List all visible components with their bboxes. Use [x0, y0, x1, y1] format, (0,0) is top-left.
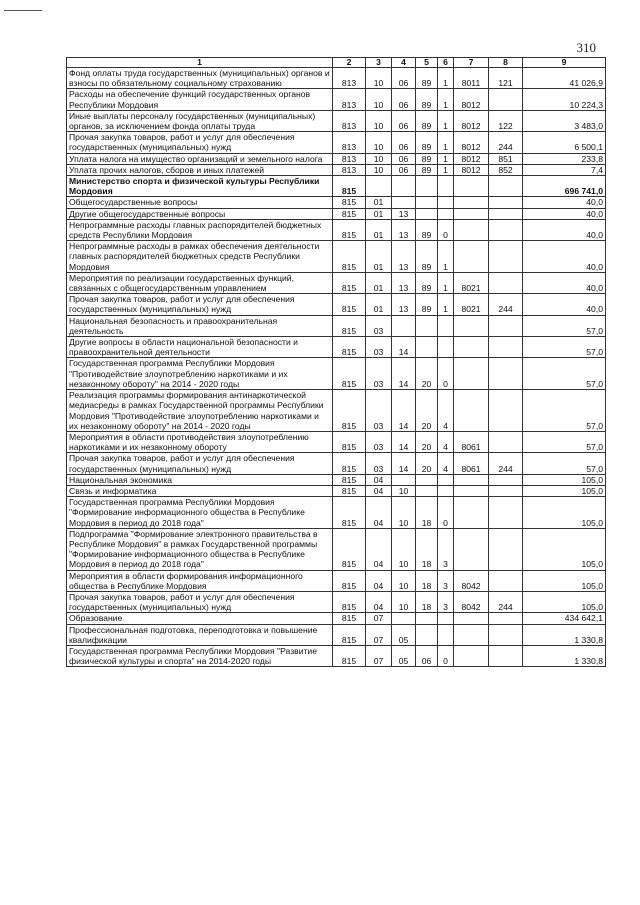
subsection-code: 13 — [392, 294, 416, 315]
table-row — [67, 591, 606, 612]
table-row — [67, 431, 606, 452]
subsection-code: 14 — [392, 358, 416, 390]
table-row — [67, 68, 606, 89]
table-row — [67, 208, 606, 219]
subsection-code: 13 — [392, 272, 416, 293]
item-code — [454, 474, 489, 485]
program-code: 18 — [416, 528, 438, 570]
item-code — [454, 485, 489, 496]
section-code: 04 — [366, 497, 392, 529]
expense-type-code: 122 — [489, 110, 523, 131]
item-code: 8061 — [454, 453, 489, 474]
table-row — [67, 337, 606, 358]
table-row — [67, 153, 606, 164]
subsection-code: 13 — [392, 219, 416, 240]
amount: 105,0 — [523, 485, 606, 496]
subsection-code — [392, 474, 416, 485]
section-code: 07 — [366, 624, 392, 645]
amount: 1 330,8 — [523, 624, 606, 645]
program-code — [416, 197, 438, 208]
section-code: 01 — [366, 272, 392, 293]
section-code: 03 — [366, 337, 392, 358]
subprogram-code: 1 — [438, 132, 454, 153]
column-header-4: 4 — [392, 58, 416, 68]
chapter-code: 815 — [333, 528, 366, 570]
section-code: 10 — [366, 153, 392, 164]
subsection-code: 10 — [392, 591, 416, 612]
subprogram-code: 3 — [438, 570, 454, 591]
subprogram-code: 4 — [438, 390, 454, 432]
chapter-code: 815 — [333, 176, 366, 197]
table-row — [67, 613, 606, 624]
row-description: Прочая закупка товаров, работ и услуг для обеспечения государственных (муниципальных) нужд — [67, 294, 333, 315]
expense-type-code — [489, 645, 523, 666]
table-row — [67, 89, 606, 110]
row-description: Национальная безопасность и правоохранительная деятельность — [67, 315, 333, 336]
section-code: 04 — [366, 591, 392, 612]
section-code: 10 — [366, 132, 392, 153]
chapter-code: 815 — [333, 294, 366, 315]
expense-type-code: 244 — [489, 294, 523, 315]
row-description: Непрограммные расходы в рамках обеспечения деятельности главных распорядителей бюджетных средств Республики Мордовия — [67, 241, 333, 273]
section-code: 10 — [366, 164, 392, 175]
amount: 40,0 — [523, 197, 606, 208]
item-code — [454, 358, 489, 390]
item-code — [454, 219, 489, 240]
row-description: Государственная программа Республики Мордовия "Развитие физической культуры и спорта" на 2014-2020 годы — [67, 645, 333, 666]
chapter-code: 813 — [333, 153, 366, 164]
chapter-code: 815 — [333, 570, 366, 591]
item-code — [454, 645, 489, 666]
column-header-2: 2 — [333, 58, 366, 68]
column-header-6: 6 — [438, 58, 454, 68]
chapter-code: 813 — [333, 132, 366, 153]
item-code — [454, 613, 489, 624]
chapter-code: 815 — [333, 645, 366, 666]
program-code — [416, 613, 438, 624]
program-code: 20 — [416, 390, 438, 432]
expense-type-code — [489, 613, 523, 624]
expense-type-code: 852 — [489, 164, 523, 175]
program-code: 89 — [416, 89, 438, 110]
subprogram-code: 0 — [438, 219, 454, 240]
scan-edge-mark — [4, 10, 42, 11]
item-code — [454, 528, 489, 570]
subprogram-code: 1 — [438, 89, 454, 110]
subprogram-code: 1 — [438, 164, 454, 175]
chapter-code: 815 — [333, 431, 366, 452]
subprogram-code — [438, 208, 454, 219]
row-description: Прочая закупка товаров, работ и услуг для обеспечения государственных (муниципальных) нужд — [67, 591, 333, 612]
program-code: 18 — [416, 497, 438, 529]
chapter-code: 815 — [333, 241, 366, 273]
row-description: Государственная программа Республики Мордовия "Противодействие злоупотреблению наркотиками и их незаконному обороту" на 2014 - 2020 годы — [67, 358, 333, 390]
section-code: 10 — [366, 89, 392, 110]
table-row — [67, 358, 606, 390]
subsection-code: 05 — [392, 624, 416, 645]
subprogram-code: 1 — [438, 110, 454, 131]
row-description: Мероприятия в области формирования информационного общества в Республике Мордовия — [67, 570, 333, 591]
subprogram-code: 1 — [438, 241, 454, 273]
table-row — [67, 132, 606, 153]
row-description: Министерство спорта и физической культуры Республики Мордовия — [67, 176, 333, 197]
amount: 434 642,1 — [523, 613, 606, 624]
subsection-code: 14 — [392, 453, 416, 474]
subprogram-code — [438, 485, 454, 496]
program-code: 89 — [416, 294, 438, 315]
subsection-code: 14 — [392, 390, 416, 432]
row-description: Подпрограмма "Формирование электронного правительства в Республике Мордовия" в рамках Государственной программы "Формирование информационного общества в Республике Мордовия в период до 2018 года" — [67, 528, 333, 570]
chapter-code: 815 — [333, 315, 366, 336]
item-code: 8012 — [454, 153, 489, 164]
amount: 105,0 — [523, 528, 606, 570]
chapter-code: 815 — [333, 337, 366, 358]
expense-type-code — [489, 272, 523, 293]
subsection-code: 10 — [392, 570, 416, 591]
subprogram-code — [438, 197, 454, 208]
subsection-code — [392, 613, 416, 624]
subprogram-code: 0 — [438, 645, 454, 666]
chapter-code: 815 — [333, 474, 366, 485]
chapter-code: 815 — [333, 591, 366, 612]
chapter-code: 815 — [333, 272, 366, 293]
row-description: Прочая закупка товаров, работ и услуг для обеспечения государственных (муниципальных) нужд — [67, 132, 333, 153]
amount: 40,0 — [523, 219, 606, 240]
row-description: Уплата прочих налогов, сборов и иных платежей — [67, 164, 333, 175]
amount: 40,0 — [523, 208, 606, 219]
table-row — [67, 485, 606, 496]
subprogram-code: 3 — [438, 591, 454, 612]
program-code: 89 — [416, 164, 438, 175]
item-code: 8042 — [454, 591, 489, 612]
subprogram-code — [438, 176, 454, 197]
item-code — [454, 624, 489, 645]
table-row — [67, 528, 606, 570]
table-row — [67, 164, 606, 175]
row-description: Образование — [67, 613, 333, 624]
subprogram-code: 4 — [438, 431, 454, 452]
subprogram-code — [438, 624, 454, 645]
section-code: 04 — [366, 474, 392, 485]
subprogram-code: 1 — [438, 153, 454, 164]
section-code: 01 — [366, 197, 392, 208]
program-code — [416, 474, 438, 485]
table-row — [67, 294, 606, 315]
row-description: Мероприятия в области противодействия злоупотреблению наркотиками и их незаконному обороту — [67, 431, 333, 452]
subsection-code: 10 — [392, 485, 416, 496]
program-code — [416, 208, 438, 219]
subsection-code: 14 — [392, 337, 416, 358]
subsection-code: 14 — [392, 431, 416, 452]
row-description: Национальная экономика — [67, 474, 333, 485]
program-code: 20 — [416, 431, 438, 452]
program-code: 89 — [416, 132, 438, 153]
amount: 40,0 — [523, 241, 606, 273]
amount: 1 330,8 — [523, 645, 606, 666]
expense-type-code — [489, 89, 523, 110]
expense-type-code — [489, 219, 523, 240]
section-code: 07 — [366, 613, 392, 624]
table-row — [67, 315, 606, 336]
expense-type-code — [489, 474, 523, 485]
section-code: 03 — [366, 453, 392, 474]
item-code — [454, 497, 489, 529]
chapter-code: 815 — [333, 613, 366, 624]
section-code: 07 — [366, 645, 392, 666]
row-description: Профессиональная подготовка, переподготовка и повышение квалификации — [67, 624, 333, 645]
chapter-code: 815 — [333, 624, 366, 645]
chapter-code: 815 — [333, 497, 366, 529]
expense-type-code — [489, 358, 523, 390]
amount: 41 026,9 — [523, 68, 606, 89]
section-code: 01 — [366, 208, 392, 219]
column-header-1: 1 — [67, 58, 333, 68]
item-code: 8021 — [454, 272, 489, 293]
amount: 105,0 — [523, 497, 606, 529]
row-description: Общегосударственные вопросы — [67, 197, 333, 208]
table-row — [67, 645, 606, 666]
subsection-code: 05 — [392, 645, 416, 666]
row-description: Другие вопросы в области национальной безопасности и правоохранительной деятельности — [67, 337, 333, 358]
item-code — [454, 337, 489, 358]
subsection-code: 06 — [392, 89, 416, 110]
column-header-8: 8 — [489, 58, 523, 68]
expense-type-code — [489, 485, 523, 496]
section-code: 01 — [366, 294, 392, 315]
program-code: 06 — [416, 645, 438, 666]
amount: 105,0 — [523, 591, 606, 612]
program-code — [416, 337, 438, 358]
subprogram-code: 4 — [438, 453, 454, 474]
subprogram-code — [438, 337, 454, 358]
program-code: 18 — [416, 591, 438, 612]
program-code: 89 — [416, 68, 438, 89]
amount: 57,0 — [523, 337, 606, 358]
subprogram-code — [438, 474, 454, 485]
amount: 57,0 — [523, 431, 606, 452]
amount: 57,0 — [523, 358, 606, 390]
table-row — [67, 241, 606, 273]
program-code: 89 — [416, 153, 438, 164]
table-row — [67, 497, 606, 529]
program-code: 89 — [416, 219, 438, 240]
section-code: 10 — [366, 68, 392, 89]
expense-type-code — [489, 624, 523, 645]
expense-type-code — [489, 315, 523, 336]
table-row — [67, 110, 606, 131]
subsection-code — [392, 197, 416, 208]
item-code: 8012 — [454, 132, 489, 153]
expense-type-code: 244 — [489, 132, 523, 153]
subprogram-code: 0 — [438, 358, 454, 390]
program-code: 18 — [416, 570, 438, 591]
item-code — [454, 390, 489, 432]
amount: 40,0 — [523, 294, 606, 315]
chapter-code: 815 — [333, 390, 366, 432]
program-code: 89 — [416, 110, 438, 131]
program-code: 20 — [416, 453, 438, 474]
section-code: 01 — [366, 241, 392, 273]
amount: 105,0 — [523, 474, 606, 485]
table-row — [67, 197, 606, 208]
table-row — [67, 219, 606, 240]
amount: 40,0 — [523, 272, 606, 293]
item-code: 8012 — [454, 89, 489, 110]
row-description: Уплата налога на имущество организаций и земельного налога — [67, 153, 333, 164]
page-number: 310 — [576, 40, 596, 55]
expense-type-code — [489, 497, 523, 529]
subprogram-code — [438, 315, 454, 336]
section-code: 10 — [366, 110, 392, 131]
program-code: 89 — [416, 241, 438, 273]
expense-type-code: 121 — [489, 68, 523, 89]
row-description: Другие общегосударственные вопросы — [67, 208, 333, 219]
chapter-code: 813 — [333, 164, 366, 175]
subprogram-code: 3 — [438, 528, 454, 570]
subprogram-code: 0 — [438, 497, 454, 529]
section-code: 03 — [366, 390, 392, 432]
item-code — [454, 176, 489, 197]
chapter-code: 813 — [333, 68, 366, 89]
expense-type-code — [489, 390, 523, 432]
table-row — [67, 390, 606, 432]
expense-type-code — [489, 528, 523, 570]
amount: 57,0 — [523, 390, 606, 432]
section-code: 04 — [366, 570, 392, 591]
table-row — [67, 474, 606, 485]
section-code: 04 — [366, 485, 392, 496]
item-code: 8061 — [454, 431, 489, 452]
program-code — [416, 176, 438, 197]
column-header-3: 3 — [366, 58, 392, 68]
amount: 7,4 — [523, 164, 606, 175]
expense-type-code — [489, 570, 523, 591]
section-code: 03 — [366, 315, 392, 336]
subsection-code: 06 — [392, 110, 416, 131]
item-code — [454, 208, 489, 219]
subsection-code: 10 — [392, 528, 416, 570]
item-code — [454, 241, 489, 273]
amount: 696 741,0 — [523, 176, 606, 197]
budget-table — [66, 57, 606, 667]
chapter-code: 815 — [333, 453, 366, 474]
subsection-code: 13 — [392, 241, 416, 273]
expense-type-code — [489, 431, 523, 452]
item-code: 8012 — [454, 164, 489, 175]
amount: 3 483,0 — [523, 110, 606, 131]
expense-type-code: 244 — [489, 453, 523, 474]
chapter-code: 815 — [333, 219, 366, 240]
row-description: Расходы на обеспечение функций государственных органов Республики Мордовия — [67, 89, 333, 110]
program-code: 89 — [416, 272, 438, 293]
subprogram-code — [438, 613, 454, 624]
row-description: Государственная программа Республики Мордовия "Формирование информационного общества в Республике Мордовия в период до 2018 года" — [67, 497, 333, 529]
chapter-code: 815 — [333, 358, 366, 390]
item-code — [454, 315, 489, 336]
item-code: 8012 — [454, 110, 489, 131]
column-header-9: 9 — [523, 58, 606, 68]
table-row — [67, 453, 606, 474]
subsection-code: 06 — [392, 132, 416, 153]
section-code: 03 — [366, 358, 392, 390]
section-code: 03 — [366, 431, 392, 452]
table-row — [67, 272, 606, 293]
chapter-code: 815 — [333, 485, 366, 496]
table-row — [67, 176, 606, 197]
item-code: 8011 — [454, 68, 489, 89]
row-description: Реализация программы формирования антинаркотической медиасреды в рамках Государственной программы Республики Мордовия "Противодействие злоупотреблению наркотиками и их незаконному обороту" на 2014 - 2020 годы — [67, 390, 333, 432]
subprogram-code: 1 — [438, 68, 454, 89]
amount: 57,0 — [523, 453, 606, 474]
amount: 10 224,3 — [523, 89, 606, 110]
chapter-code: 815 — [333, 208, 366, 219]
section-code: 04 — [366, 528, 392, 570]
amount: 105,0 — [523, 570, 606, 591]
subsection-code: 10 — [392, 497, 416, 529]
amount: 233,8 — [523, 153, 606, 164]
expense-type-code — [489, 337, 523, 358]
subsection-code: 06 — [392, 164, 416, 175]
section-code: 01 — [366, 219, 392, 240]
row-description: Мероприятия по реализации государственных функций, связанных с общегосударственным управлением — [67, 272, 333, 293]
program-code — [416, 485, 438, 496]
amount: 6 500,1 — [523, 132, 606, 153]
subprogram-code: 1 — [438, 272, 454, 293]
subsection-code: 06 — [392, 153, 416, 164]
row-description: Непрограммные расходы главных распорядителей бюджетных средств Республики Мордовия — [67, 219, 333, 240]
column-header-5: 5 — [416, 58, 438, 68]
subprogram-code: 1 — [438, 294, 454, 315]
program-code: 20 — [416, 358, 438, 390]
subsection-code — [392, 176, 416, 197]
row-description: Иные выплаты персоналу государственных (муниципальных) органов, за исключением фонда оплаты труда — [67, 110, 333, 131]
chapter-code: 813 — [333, 89, 366, 110]
expense-type-code: 244 — [489, 591, 523, 612]
item-code: 8021 — [454, 294, 489, 315]
program-code — [416, 624, 438, 645]
table-body — [67, 68, 606, 667]
item-code: 8042 — [454, 570, 489, 591]
item-code — [454, 197, 489, 208]
table-header-row — [67, 58, 606, 68]
expense-type-code — [489, 241, 523, 273]
subsection-code: 06 — [392, 68, 416, 89]
row-description: Прочая закупка товаров, работ и услуг для обеспечения государственных (муниципальных) нужд — [67, 453, 333, 474]
column-header-7: 7 — [454, 58, 489, 68]
expense-type-code — [489, 208, 523, 219]
table-row — [67, 624, 606, 645]
section-code — [366, 176, 392, 197]
row-description: Фонд оплаты труда государственных (муниципальных) органов и взносы по обязательному социальному страхованию — [67, 68, 333, 89]
chapter-code: 815 — [333, 197, 366, 208]
expense-type-code: 851 — [489, 153, 523, 164]
program-code — [416, 315, 438, 336]
subsection-code — [392, 315, 416, 336]
table-row — [67, 570, 606, 591]
expense-type-code — [489, 197, 523, 208]
expense-type-code — [489, 176, 523, 197]
subsection-code: 13 — [392, 208, 416, 219]
row-description: Связь и информатика — [67, 485, 333, 496]
chapter-code: 813 — [333, 110, 366, 131]
amount: 57,0 — [523, 315, 606, 336]
